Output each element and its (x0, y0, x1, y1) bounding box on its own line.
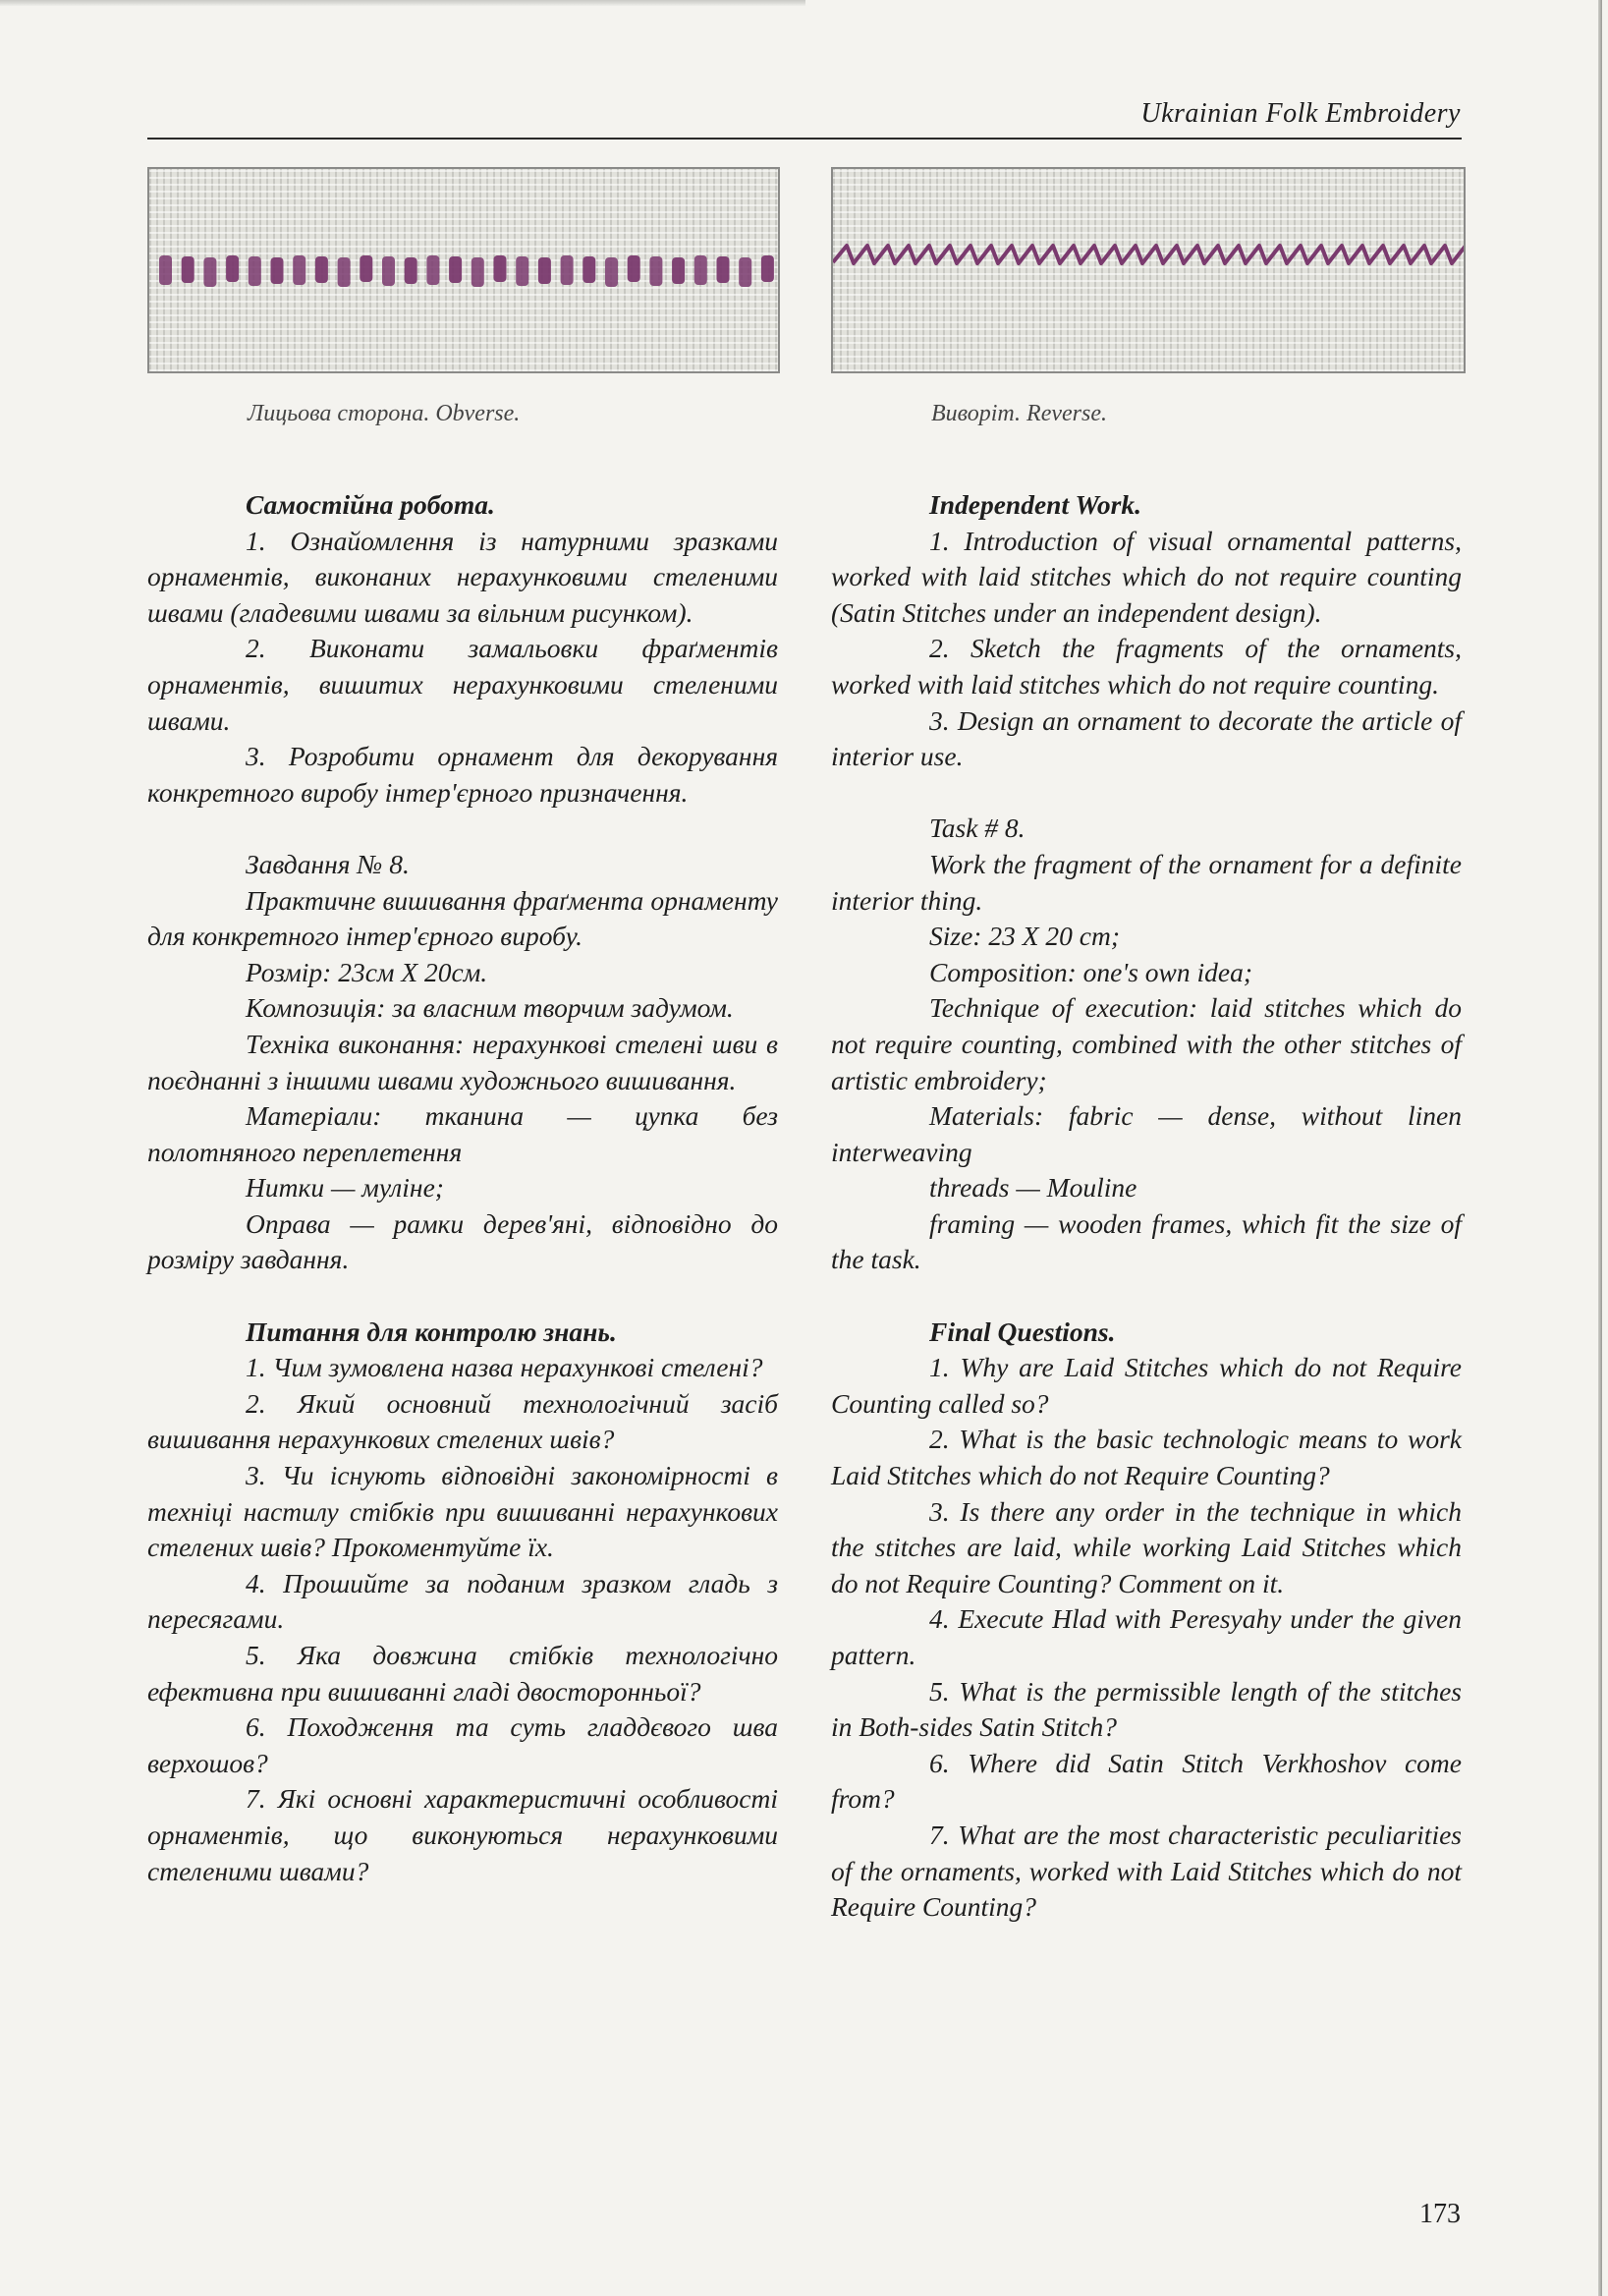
reverse-stitch-photo (831, 167, 1466, 373)
questions-heading: Final Questions. (929, 1316, 1116, 1347)
scan-shadow (0, 0, 805, 6)
satin-stitch (672, 257, 685, 284)
question-item: 1. Why are Laid Stitches which do not Require Counting called so? (831, 1352, 1462, 1419)
task-line: Оправа — рамки дерев'яні, відповідно до розміру завдання. (147, 1207, 778, 1275)
question-item: 1. Чим зумовлена назва нерахункові стелені? (246, 1352, 763, 1383)
independent-work-heading: Самостійна робота. (246, 489, 495, 520)
question-item: 2. Який основний технологічний засіб вишивання нерахункових стелених швів? (147, 1387, 778, 1455)
satin-stitch (649, 256, 662, 286)
question-item: 5. What is the permissible length of the stitches in Both-sides Satin Stitch? (831, 1675, 1462, 1743)
satin-stitch (717, 256, 730, 283)
task-line: framing — wooden frames, which fit the size of the task. (831, 1207, 1462, 1275)
question-item: 5. Яка довжина стібків технологічно ефективна при вишиванні гладі двосторонньої? (147, 1640, 778, 1707)
ukrainian-column (147, 487, 778, 1889)
satin-stitch (382, 256, 395, 286)
reverse-zigzag-thread (833, 246, 1464, 263)
task-line: Work the fragment of the ornament for a definite interior thing. (831, 848, 1462, 916)
header-rule (147, 138, 1462, 140)
question-item: 3. Чи існують відповідні закономірності в техніці настилу стібків при вишиванні нерахункових стелених швів? Прокоментуйте їх. (147, 1460, 778, 1563)
independent-work-item: 2. Виконати замальовки фраґментів орнаментів, вишитих нерахунковими стеленими швами. (147, 633, 778, 736)
independent-work-item: 3. Розробити орнамент для декорування конкретного виробу інтер'єрного призначення. (147, 741, 778, 808)
satin-stitch (249, 256, 261, 286)
question-item: 7. Які основні характеристичні особливості орнаментів, що виконуються нерахунковими стеленими швами? (147, 1783, 778, 1886)
obverse-stitch-drawing (149, 169, 778, 371)
task-heading: Task # 8. (929, 812, 1026, 844)
satin-stitch (405, 257, 417, 284)
satin-stitch (694, 255, 707, 285)
question-item: 2. What is the basic technologic means to work Laid Stitches which do not Require Counting? (831, 1424, 1462, 1491)
satin-stitch (471, 257, 484, 287)
satin-stitch (426, 255, 439, 285)
task-line: Size: 23 X 20 cm; (929, 921, 1120, 952)
page-edge (1598, 0, 1602, 2296)
page-number: 173 (1419, 2199, 1461, 2229)
task-line: Materials: fabric — dense, without linen interweaving (831, 1100, 1462, 1167)
task-line: Technique of execution: laid stitches which do not require counting, combined with the other stitches of artistic embroidery; (831, 992, 1462, 1095)
satin-stitch (761, 255, 774, 282)
satin-stitch (159, 255, 172, 285)
obverse-caption: Лицьова сторона. Obverse. (248, 401, 521, 426)
satin-stitch (628, 255, 640, 282)
task-line: Матеріали: тканина — цупка без полотняного переплетення (147, 1100, 778, 1167)
question-item: 3. Is there any order in the technique in which the stitches are laid, while working Laid Stitches which do not Require Counting? Comment on it. (831, 1495, 1462, 1598)
satin-stitch (226, 255, 239, 282)
satin-stitch (605, 257, 618, 287)
satin-stitch (494, 255, 507, 282)
question-item: 6. Where did Satin Stitch Verkhoshov come from? (831, 1747, 1462, 1815)
obverse-stitch-photo (147, 167, 780, 373)
question-item: 4. Execute Hlad with Peresyahy under the given pattern. (831, 1603, 1462, 1670)
task-line: Composition: one's own idea; (929, 956, 1252, 987)
satin-stitch (739, 257, 751, 287)
satin-stitch (449, 256, 462, 283)
satin-stitch (338, 257, 351, 287)
running-header: Ukrainian Folk Embroidery (1140, 98, 1461, 129)
satin-stitch (582, 256, 595, 283)
task-line: Практичне вишивання фраґмента орнаменту для конкретного інтер'єрного виробу. (147, 884, 778, 952)
question-item: 4. Прошийте за поданим зразком гладь з пересягами. (147, 1567, 778, 1635)
task-line: threads — Mouline (929, 1172, 1137, 1204)
independent-work-item: 3. Design an ornament to decorate the article of interior use. (831, 704, 1462, 772)
independent-work-item: 1. Introduction of visual ornamental patterns, worked with laid stitches which do not require counting (Satin Stitches under an independent design). (831, 525, 1462, 628)
satin-stitch (293, 255, 305, 285)
english-column (831, 487, 1462, 1926)
task-line: Розмір: 23см X 20см. (246, 956, 488, 987)
satin-stitch (360, 255, 372, 282)
questions-heading: Питання для контролю знань. (246, 1316, 617, 1347)
reverse-caption: Виворіт. Reverse. (931, 401, 1108, 426)
satin-stitch (271, 257, 284, 284)
question-item: 7. What are the most characteristic peculiarities of the ornaments, worked with Laid Stitches which do not Require Counting? (831, 1819, 1462, 1923)
task-line: Композиція: за власним творчим задумом. (246, 992, 734, 1024)
satin-stitch (561, 255, 574, 285)
independent-work-item: 2. Sketch the fragments of the ornaments, worked with laid stitches which do not require counting. (831, 633, 1462, 700)
satin-stitch (203, 257, 216, 287)
independent-work-heading: Independent Work. (929, 489, 1141, 520)
independent-work-item: 1. Ознайомлення із натурними зразками орнаментів, виконаних нерахунковими стеленими швами (гладевими швами за вільним рисунком). (147, 525, 778, 628)
task-heading: Завдання № 8. (246, 848, 410, 879)
satin-stitch (315, 256, 328, 283)
task-line: Техніка виконання: нерахункові стелені шви в поєднанні з іншими швами художнього вишивання. (147, 1028, 778, 1095)
question-item: 6. Походження та суть гладдєвого шва верхошов? (147, 1711, 778, 1778)
satin-stitch (516, 256, 528, 286)
task-line: Нитки — муліне; (246, 1172, 444, 1204)
satin-stitch (182, 256, 194, 283)
satin-stitch (538, 257, 551, 284)
reverse-stitch-drawing (833, 169, 1464, 371)
